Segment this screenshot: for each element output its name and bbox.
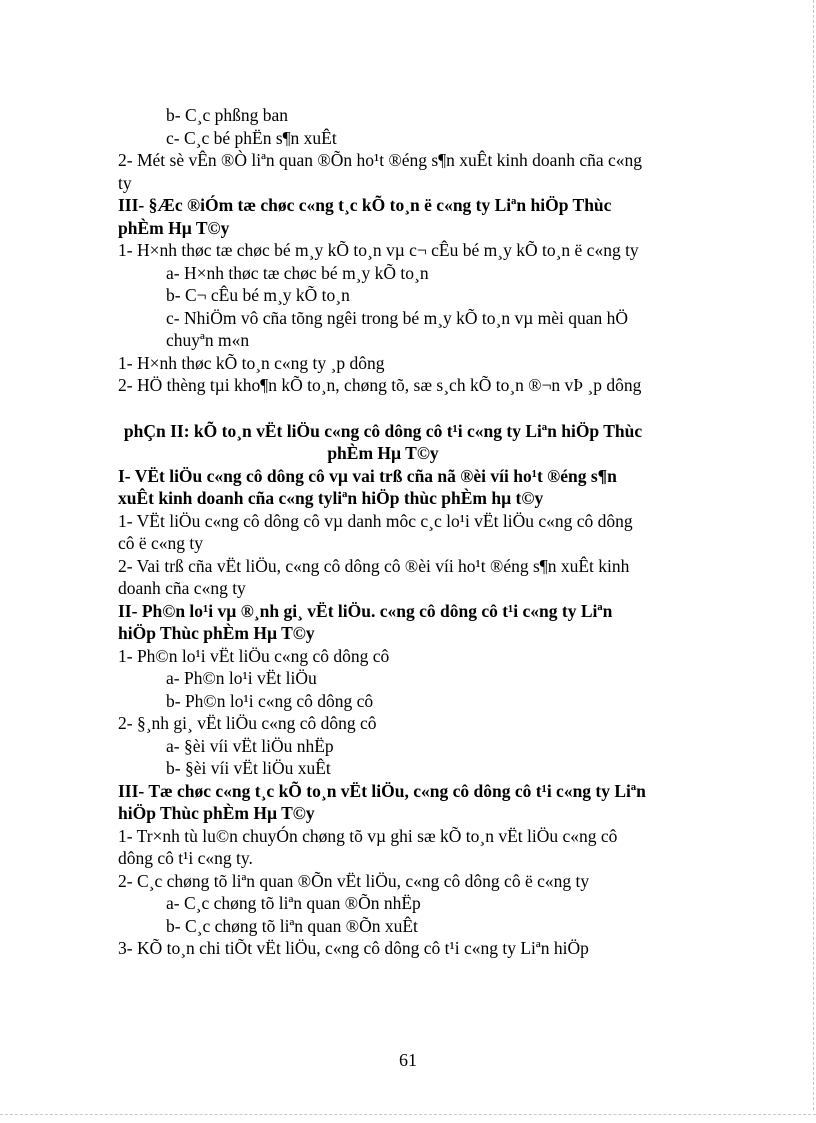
- toc-line: a- §èi víi vËt liÖu nhËp: [166, 735, 334, 756]
- toc-line: 1- Ph©n lo¹i vËt liÖu c«ng cô dông cô: [118, 645, 390, 666]
- toc-line: a- C¸c chøng tõ liªn quan ®Õn nhËp: [166, 893, 421, 913]
- section-gap: [118, 397, 648, 420]
- toc-line: 1- H×nh thøc tæ chøc bé m¸y kÕ to¸n vµ c¬ cÊu bé m¸y kÕ to¸n ë c«ng ty: [118, 240, 639, 260]
- toc-line: 1- H×nh thøc kÕ to¸n c«ng ty ¸p dông: [118, 352, 385, 373]
- toc-heading: I- VËt liÖu c«ng cô dông cô vµ vai trß cña nã ®èi víi ho¹t ®éng s¶n xuÊt kinh doanh cña c«ng tyliªn hiÖp thùc phÈm hµ t©y: [118, 465, 617, 508]
- toc-line: 2- C¸c chøng tõ liªn quan ®Õn vËt liÖu, c«ng cô dông cô ë c«ng ty: [118, 870, 590, 891]
- toc-line: b- C¸c phßng ban: [166, 105, 288, 125]
- toc-heading: III- Tæ chøc c«ng t¸c kÕ to¸n vËt liÖu, c«ng cô dông cô t¹i c«ng ty Liªn hiÖp Thùc phÈm Hµ T©y: [118, 780, 646, 823]
- part-heading: phÇn II: kÕ to¸n vËt liÖu c«ng cô dông cô t¹i c«ng ty Liªn hiÖp Thùc phÈm Hµ T©y: [123, 420, 643, 463]
- page-edge-right: [813, 0, 814, 1110]
- toc-line: b- Ph©n lo¹i c«ng cô dông cô: [166, 690, 374, 711]
- toc-heading: II- Ph©n lo¹i vµ ®¸nh gi¸ vËt liÖu. c«ng cô dông cô t¹i c«ng ty Liªn hiÖp Thùc phÈm Hµ T©y: [118, 600, 613, 643]
- toc-line: 1- VËt liÖu c«ng cô dông cô vµ danh môc c¸c lo¹i vËt liÖu c«ng cô dông cô ë c«ng ty: [118, 510, 633, 553]
- toc-line: a- Ph©n lo¹i vËt liÖu: [166, 668, 317, 688]
- toc-line: 1- Tr×nh tù lu©n chuyÓn chøng tõ vµ ghi sæ kÕ to¸n vËt liÖu c«ng cô dông cô t¹i c«ng ty.: [118, 825, 618, 868]
- toc-content: [118, 104, 648, 960]
- toc-line: 2- §¸nh gi¸ vËt liÖu c«ng cô dông cô: [118, 713, 377, 733]
- toc-line: c- NhiÖm vô cña tõng ngêi trong bé m¸y kÕ to¸n vµ mèi quan hÖ chuyªn m«n: [166, 307, 629, 350]
- page-number: 61: [399, 1050, 417, 1070]
- toc-line: a- H×nh thøc tæ chøc bé m¸y kÕ to¸n: [166, 262, 429, 283]
- toc-heading: III- §Æc ®iÓm tæ chøc c«ng t¸c kÕ to¸n ë c«ng ty Liªn hiÖp Thùc phÈm Hµ T©y: [118, 195, 612, 238]
- toc-line: 2- Vai trß cña vËt liÖu, c«ng cô dông cô ®èi víi ho¹t ®éng s¶n xuÊt kinh doanh cña c«ng ty: [118, 555, 630, 598]
- toc-line: b- §èi víi vËt liÖu xuÊt: [166, 758, 331, 778]
- toc-line: b- C¬ cÊu bé m¸y kÕ to¸n: [166, 285, 350, 305]
- toc-line: 3- KÕ to¸n chi tiÕt vËt liÖu, c«ng cô dông cô t¹i c«ng ty Liªn hiÖp: [118, 938, 589, 958]
- page-edge-bottom: [0, 1114, 816, 1115]
- toc-line: b- C¸c chøng tõ liªn quan ®Õn xuÊt: [166, 915, 418, 936]
- toc-line: 2- HÖ thèng tµi kho¶n kÕ to¸n, chøng tõ, sæ s¸ch kÕ to¸n ®¬n vÞ ¸p dông: [118, 375, 642, 395]
- toc-line: c- C¸c bé phËn s¶n xuÊt: [166, 127, 337, 148]
- toc-line: 2- Mét sè vÊn ®Ò liªn quan ®Õn ho¹t ®éng s¶n xuÊt kinh doanh cña c«ng ty: [118, 150, 642, 193]
